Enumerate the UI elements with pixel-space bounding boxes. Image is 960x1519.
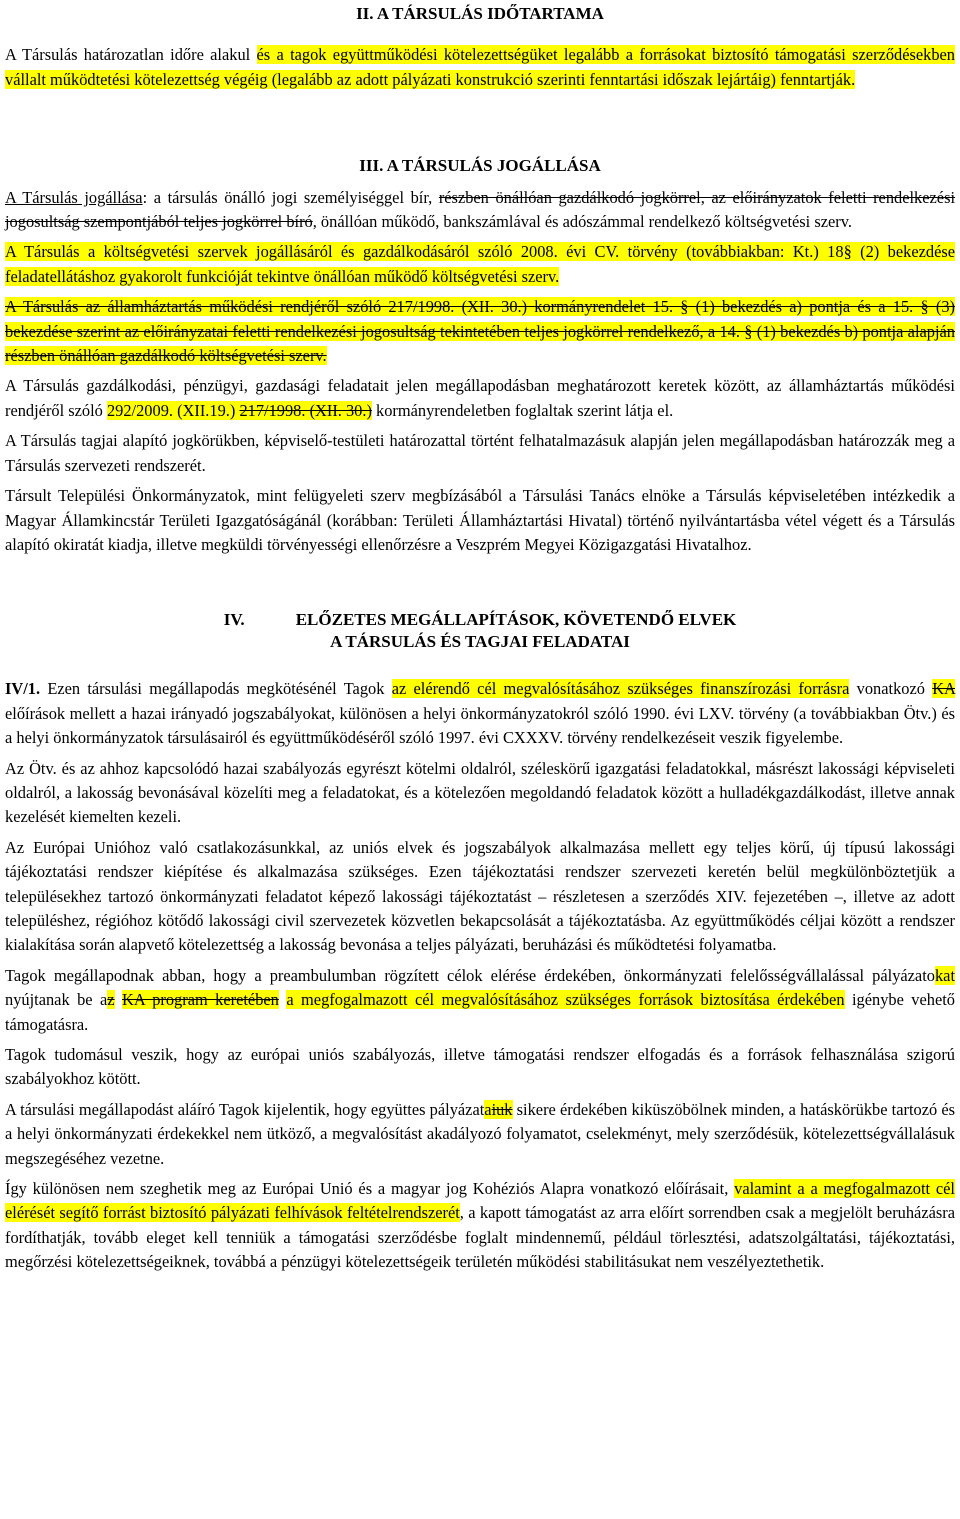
highlighted-text-run: iuk [491, 1099, 513, 1119]
section-iv-title-line-2: A TÁRSULÁS ÉS TAGJAI FELADATAI [330, 632, 630, 652]
section-iii-paragraph-1 [5, 186, 955, 235]
highlighted-text-run: a [484, 1099, 492, 1119]
section-iv-paragraph-7 [5, 1177, 955, 1275]
highlighted-text-run: a megfogalmazott cél megvalósításához szükséges források biztosítása érdekében [286, 990, 845, 1010]
highlighted-text-run: KA program keretében [122, 990, 279, 1010]
section-iii-paragraph-5 [5, 429, 955, 478]
text-run: A Társulás tagjai alapító jogkörükben, képviselő-testületi határozattal történt felhatalmazásuk alapján jelen megállapodásban határozzák meg a Társulás szervezeti rendszerét. [5, 431, 955, 475]
text-run: , a kapott támogatást az arra előírt sorrendben csak a megjelölt beruházásra fordíthatják, tovább eleget kell tenniük a támogatási szerződésbe foglalt mindennemű, például törlesztési, adatszolgáltatási, tájékoztatási, megőrzési kötelezettségeiknek, továbbá a pénzügyi kötelezettségeik területén működési stabilitásukat nem veszélyeztethetik. [5, 1203, 955, 1272]
text-run: IV/1. [5, 679, 41, 699]
highlighted-text-run: 217/1998. (XII. 30.) [239, 400, 372, 420]
text-run: Így különösen nem szeghetik meg az Európai Unió és a magyar jog Kohéziós Alapra vonatkozó előírásait, [5, 1179, 735, 1199]
text-run: vonatkozó [849, 679, 933, 699]
text-run: nyújtanak be a [5, 990, 108, 1010]
highlighted-text-run: és a tagok együttműködési kötelezettségüket legalább a forrásokat biztosító támogatási szerződésekben vállalt működtetési kötelezettség végéig (legalább az adott pályázati konstrukció szerinti fenntartási időszak lejártáig) fenntartják. [5, 45, 955, 89]
highlighted-text-run: KA [932, 679, 955, 699]
highlighted-text-run: 292/2009. (XII.19.) [106, 400, 240, 420]
text-run: előírások mellett a hazai irányadó jogszabályokat, különösen a helyi önkormányzatokról szóló 1990. évi LXV. törvény (a továbbiakban Ötv.) és a helyi önkormányzatok társulásairól és együttműködéséről szóló 1997. évi CXXXV. törvény rendelkezéseit veszik figyelembe. [5, 703, 955, 748]
text-run: igénybe vehető támogatásra. [5, 990, 955, 1034]
text-run: A társulási megállapodást aláíró Tagok kijelentik, hogy együttes pályázat [5, 1099, 485, 1119]
text-run: kormányrendeletben foglaltak szerint látja el. [371, 400, 674, 420]
section-iv-number: IV. [223, 610, 245, 630]
highlighted-text-run: az elérendő cél megvalósításához szükséges finanszírozási forrásra [391, 679, 850, 699]
section-iii-paragraph-4 [5, 374, 955, 423]
text-run: A Társulás jogállása [5, 187, 143, 207]
text-run: : a társulás önálló jogi személyiséggel bír, [142, 187, 439, 207]
text-run: sikere érdekében kiküszöbölnek minden, a hatáskörükbe tartozó és a helyi önkormányzati érdekekkel nem ütköző, a megvalósítást akadályozó folyamatot, cselekményt, mely szerződésük, kötelezettségvállalásuk megszegéséhez vezetne. [5, 1099, 955, 1168]
text-run: Társult Települési Önkormányzatok, mint felügyeleti szerv megbízásából a Társulási Tanács elnöke a Társulás képviseletében intézkedik a Magyar Államkincstár Területi Igazgatóságánál (korábban: Területi Államháztartási Hivatal) történő nyilvántartásba vétel végett és a Társulás alapító okiratát kiadja, illetve megküldi törvényességi ellenőrzésre a Veszprém Megyei Közigazgatási Hivatalhoz. [5, 486, 955, 554]
text-run [115, 990, 122, 1009]
section-iv-title-line-1: ELŐZETES MEGÁLLAPÍTÁSOK, KÖVETENDŐ ELVEK [295, 610, 737, 630]
section-iii-paragraph-6 [5, 484, 955, 557]
section-iv-paragraph-6 [5, 1098, 955, 1171]
section-iv-paragraph-5 [5, 1043, 955, 1092]
section-iii-paragraph-3 [5, 295, 955, 368]
section-iv-paragraph-3 [5, 836, 955, 958]
highlighted-text-run: kat [934, 965, 955, 985]
highlighted-text-run: valamint a a megfogalmazott cél elérését segítő forrást biztosító pályázati felhívások feltételrendszerét [5, 1179, 955, 1223]
highlighted-text-run: A Társulás az államháztartás működési rendjéről szóló 217/1998. (XII. 30.) kormányrendelet 15. § (1) bekezdés a) pontja és a 15. § (3) bekezdése szerint az előirányzatai feletti rendelkezési jogosultság tekintetében teljes jogkörrel rendelkező, a 14. § (1) bekezdés b) pontja alapján részben önállóan gazdálkodó költségvetési szerv. [5, 297, 955, 366]
highlighted-text-run: A Társulás a költségvetési szervek jogállásáról és gazdálkodásáról szóló 2008. évi CV. törvény (továbbiakban: Kt.) 18§ (2) bekezdése feladatellátáshoz gyakorolt funkcióját tekintve önállóan működő költségvetési szerv. [5, 242, 955, 286]
text-run: A Társulás határozatlan időre alakul [5, 45, 257, 65]
section-ii-heading: II. A TÁRSULÁS IDŐTARTAMA [356, 4, 604, 23]
text-run: Tagok tudomásul veszik, hogy az európai uniós szabályozás, illetve támogatási rendszer elfogadás és a források felhasználása szigorú szabályokhoz kötött. [5, 1045, 955, 1089]
text-run: Tagok megállapodnak abban, hogy a preambulumban rögzített célok elérése érdekében, önkormányzati felelősségvállalással pályázato [5, 965, 935, 985]
struck-text-run: részben önállóan gazdálkodó jogkörrel, az előirányzatok feletti rendelkezési jogosultság szempontjából teljes jogkörrel bíró [5, 187, 956, 232]
text-run: , önállóan működő, bankszámlával és adószámmal rendelkező költségvetési szerv. [312, 212, 852, 232]
text-run: Ezen társulási megállapodás megkötésénél Tagok [40, 679, 392, 699]
section-ii-paragraph [5, 43, 955, 92]
text-run: Az Európai Unióhoz való csatlakozásunkkal, az uniós elvek és jogszabályok alkalmazása mellett egy teljes körű, új típusú lakossági tájékoztatási rendszer kiépítése és alkalmazása szükséges. Ezen tájékoztatási rendszer szervezeti keretén belül megkülönböztetjük a településekhez tartozó önkormányzati feladatot képező lakossági tájékoztatást – részletesen a szerződés XIV. fejezetében –, illetve az adott településhez, régióhoz kötődő lakossági civil szervezetek közvetlen bekapcsolását a tájékoztatásba. Az együttműködés céljai között a rendszer kialakítása során alapvető kötelezettség a lakosság bevonása a teljes pályázati, beruházási és működtetési folyamatba. [5, 837, 955, 955]
text-run: Az Ötv. és az ahhoz kapcsolódó hazai szabályozás egyrészt kötelmi oldalról, széleskörű igazgatási feladatokkal, másrészt lakossági képviseleti oldalról, a lakosság bevonásával közelíti meg a feladatokat, és a kötelezően megoldandó feladatok között a hulladékgazdálkodást, illetve annak kezelését kiemelten kezeli. [5, 758, 955, 827]
section-iv-paragraph-2 [5, 757, 955, 830]
text-run: A Társulás gazdálkodási, pénzügyi, gazdasági feladatait jelen megállapodásban meghatározott keretek között, az államháztartás működési rendjéről szóló [5, 376, 955, 420]
section-iii-paragraph-2 [5, 240, 955, 289]
section-iv-heading [5, 609, 955, 653]
section-iii-heading: III. A TÁRSULÁS JOGÁLLÁSA [359, 156, 601, 176]
highlighted-text-run: z [107, 990, 115, 1010]
section-iv-paragraph-1 [5, 677, 955, 750]
section-iv-paragraph-4 [5, 964, 955, 1037]
